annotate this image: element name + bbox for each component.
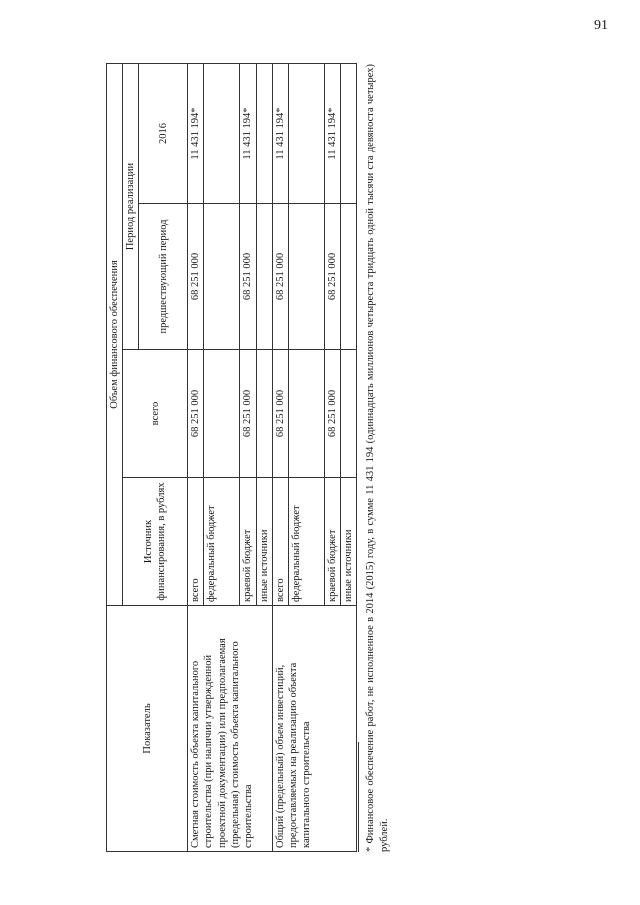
page-number: 91 (594, 18, 608, 33)
year-cell: 11 431 194* (188, 64, 204, 204)
col-header-previous: предшествующий период (139, 204, 188, 350)
source-cell: иные источники (340, 478, 356, 606)
col-header-source: Источник финансирования, в рублях (123, 478, 188, 606)
source-cell: федеральный бюджет (204, 478, 240, 606)
col-header-indicator: Показатель (107, 606, 188, 852)
source-cell: краевой бюджет (324, 478, 340, 606)
previous-cell: 68 251 000 (272, 204, 288, 350)
previous-cell (340, 204, 356, 350)
group-header: Объем финансового обеспечения (107, 64, 123, 606)
previous-cell (204, 204, 240, 350)
rotated-content (106, 62, 406, 852)
col-header-year: 2016 (139, 64, 188, 204)
total-cell: 68 251 000 (240, 350, 256, 478)
source-cell: федеральный бюджет (288, 478, 324, 606)
total-cell (340, 350, 356, 478)
total-cell: 68 251 000 (272, 350, 288, 478)
footnote: * Финансовое обеспечение работ, не исполненное в 2014 (2015) году, в сумме 11 431 194 (одиннадцать миллионов четыреста тридцать одной тысячи ста девяноста четырех) рублей. (365, 64, 391, 852)
financing-table (106, 63, 357, 852)
indicator-cell: Сметная стоимость объекта капитального строительства (при наличии утвержденной проектной документации) или предполагаемая (предельная) стоимость объекта капитального строительства (188, 606, 272, 852)
source-cell: всего (188, 478, 204, 606)
year-cell (288, 64, 324, 204)
header-row-1 (107, 64, 123, 852)
year-cell (204, 64, 240, 204)
total-cell (256, 350, 272, 478)
year-cell: 11 431 194* (240, 64, 256, 204)
source-cell: краевой бюджет (240, 478, 256, 606)
source-cell: иные источники (256, 478, 272, 606)
indicator-cell: Общий (предельный) объем инвестиций, предоставляемых на реализацию объекта капитального строительства (272, 606, 356, 852)
col-header-total: всего (123, 350, 188, 478)
previous-cell: 68 251 000 (324, 204, 340, 350)
year-cell: 11 431 194* (272, 64, 288, 204)
previous-cell (288, 204, 324, 350)
table-row (272, 64, 288, 852)
total-cell: 68 251 000 (324, 350, 340, 478)
total-cell: 68 251 000 (188, 350, 204, 478)
total-cell (204, 350, 240, 478)
previous-cell: 68 251 000 (188, 204, 204, 350)
year-cell (340, 64, 356, 204)
year-cell (256, 64, 272, 204)
total-cell (288, 350, 324, 478)
col-header-period: Период реализации (123, 64, 139, 350)
table-row (188, 64, 204, 852)
year-cell: 11 431 194* (324, 64, 340, 204)
footnote-divider (358, 742, 359, 852)
previous-cell (256, 204, 272, 350)
source-cell: всего (272, 478, 288, 606)
previous-cell: 68 251 000 (240, 204, 256, 350)
